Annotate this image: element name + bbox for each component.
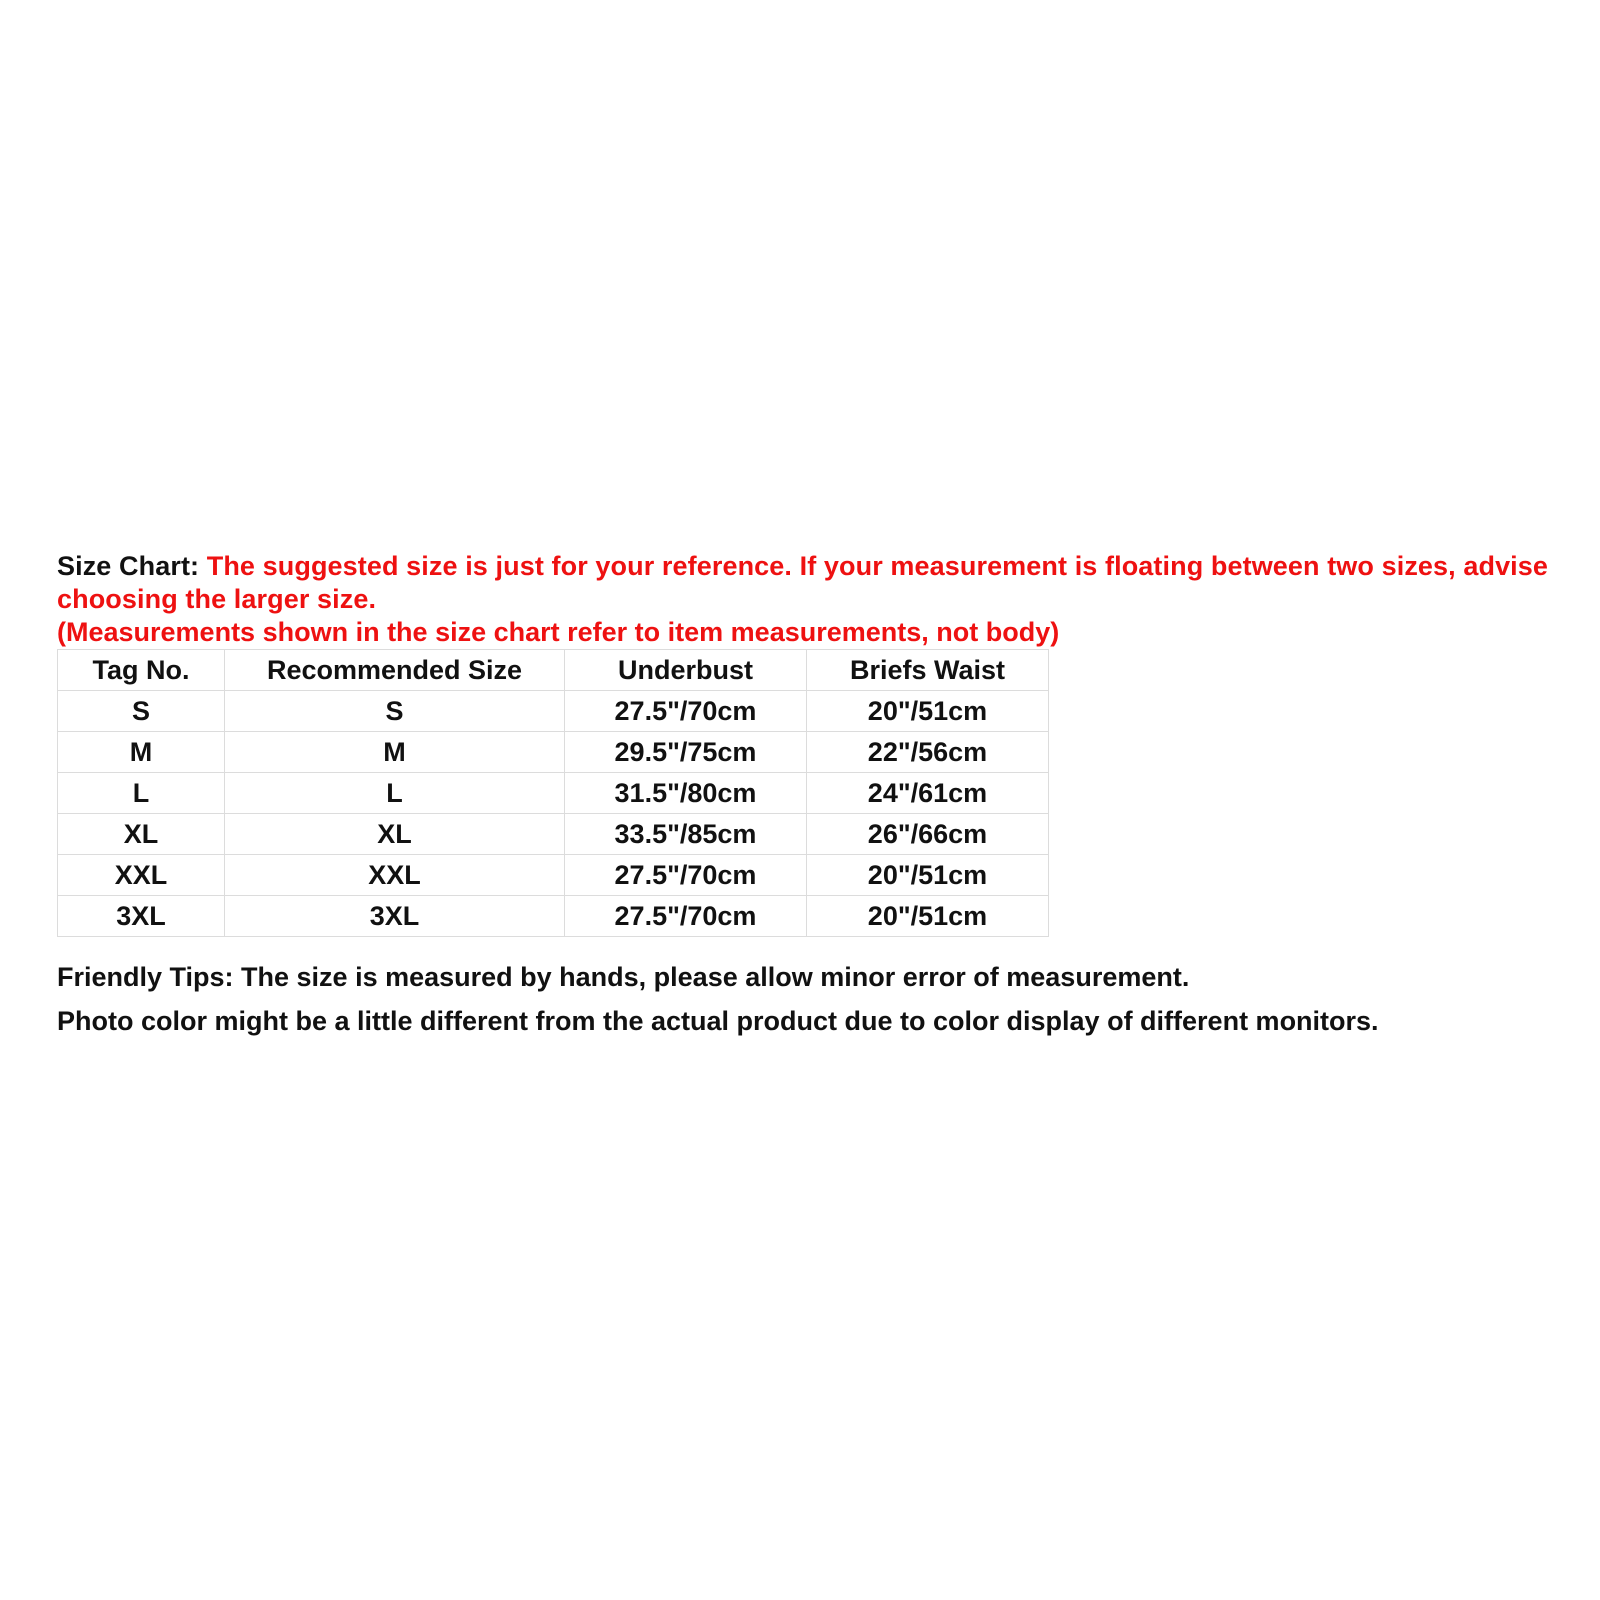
size-chart-intro bbox=[57, 550, 1577, 616]
measurement-note: (Measurements shown in the size chart refer to item measurements, not body) bbox=[57, 617, 1060, 647]
size-table bbox=[57, 649, 1049, 937]
cell-recommended-size: S bbox=[225, 691, 565, 732]
friendly-tips bbox=[57, 955, 1577, 1043]
table-row bbox=[58, 814, 1049, 855]
table-row bbox=[58, 691, 1049, 732]
cell-briefs-waist: 26"/66cm bbox=[807, 814, 1049, 855]
cell-recommended-size: XXL bbox=[225, 855, 565, 896]
cell-underbust: 29.5"/75cm bbox=[565, 732, 807, 773]
table-header-row bbox=[58, 650, 1049, 691]
cell-briefs-waist: 20"/51cm bbox=[807, 691, 1049, 732]
cell-briefs-waist: 24"/61cm bbox=[807, 773, 1049, 814]
table-row bbox=[58, 732, 1049, 773]
size-chart-warning: The suggested size is just for your reference. If your measurement is floating between two sizes, advise choosing the larger size. bbox=[57, 551, 1549, 614]
cell-recommended-size: L bbox=[225, 773, 565, 814]
size-chart-section bbox=[57, 550, 1577, 1043]
table-row bbox=[58, 855, 1049, 896]
cell-briefs-waist: 20"/51cm bbox=[807, 896, 1049, 937]
cell-underbust: 31.5"/80cm bbox=[565, 773, 807, 814]
tips-line-2: Photo color might be a little different from the actual product due to color display of different monitors. bbox=[57, 1006, 1379, 1036]
cell-recommended-size: 3XL bbox=[225, 896, 565, 937]
table-row bbox=[58, 773, 1049, 814]
size-chart-label: Size Chart: bbox=[57, 551, 200, 581]
table-row bbox=[58, 896, 1049, 937]
cell-tag-no: 3XL bbox=[58, 896, 225, 937]
cell-tag-no: S bbox=[58, 691, 225, 732]
cell-briefs-waist: 20"/51cm bbox=[807, 855, 1049, 896]
cell-tag-no: XXL bbox=[58, 855, 225, 896]
cell-underbust: 33.5"/85cm bbox=[565, 814, 807, 855]
cell-underbust: 27.5"/70cm bbox=[565, 896, 807, 937]
cell-recommended-size: M bbox=[225, 732, 565, 773]
cell-tag-no: M bbox=[58, 732, 225, 773]
tips-line-1: Friendly Tips: The size is measured by hands, please allow minor error of measurement. bbox=[57, 962, 1190, 992]
cell-tag-no: L bbox=[58, 773, 225, 814]
header-underbust: Underbust bbox=[565, 650, 807, 691]
cell-tag-no: XL bbox=[58, 814, 225, 855]
cell-recommended-size: XL bbox=[225, 814, 565, 855]
cell-underbust: 27.5"/70cm bbox=[565, 855, 807, 896]
header-briefs-waist: Briefs Waist bbox=[807, 650, 1049, 691]
header-recommended-size: Recommended Size bbox=[225, 650, 565, 691]
header-tag-no: Tag No. bbox=[58, 650, 225, 691]
cell-briefs-waist: 22"/56cm bbox=[807, 732, 1049, 773]
cell-underbust: 27.5"/70cm bbox=[565, 691, 807, 732]
